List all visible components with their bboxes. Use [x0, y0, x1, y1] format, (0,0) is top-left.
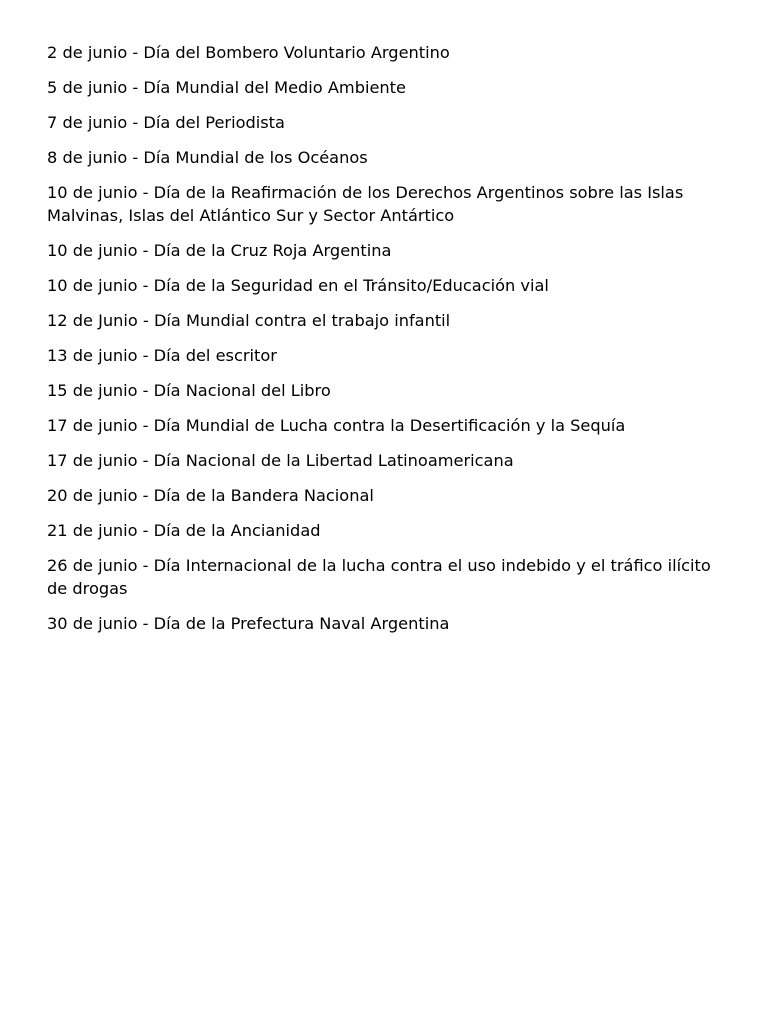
list-item: 8 de junio - Día Mundial de los Océanos	[47, 148, 368, 167]
list-item: 10 de junio - Día de la Seguridad en el Tránsito/Educación vial	[47, 276, 549, 295]
list-item: 21 de junio - Día de la Ancianidad	[47, 521, 321, 540]
list-item: 10 de junio - Día de la Reafirmación de los Derechos Argentinos sobre las Islas Malvinas, Islas del Atlántico Sur y Sector Antártico	[47, 183, 684, 225]
list-item: 26 de junio - Día Internacional de la lucha contra el uso indebido y el tráfico ilícito de drogas	[47, 556, 711, 598]
list-item: 2 de junio - Día del Bombero Voluntario Argentino	[47, 43, 450, 62]
list-item: 17 de junio - Día Mundial de Lucha contra la Desertificación y la Sequía	[47, 416, 626, 435]
list-item: 13 de junio - Día del escritor	[47, 346, 277, 365]
list-item: 20 de junio - Día de la Bandera Nacional	[47, 486, 374, 505]
list-item: 12 de Junio - Día Mundial contra el trabajo infantil	[47, 311, 451, 330]
list-item: 10 de junio - Día de la Cruz Roja Argentina	[47, 241, 392, 260]
list-item: 17 de junio - Día Nacional de la Libertad Latinoamericana	[47, 451, 514, 470]
ephemeris-list	[47, 41, 728, 635]
list-item: 7 de junio - Día del Periodista	[47, 113, 285, 132]
list-item: 15 de junio - Día Nacional del Libro	[47, 381, 331, 400]
list-item: 5 de junio - Día Mundial del Medio Ambiente	[47, 78, 406, 97]
list-item: 30 de junio - Día de la Prefectura Naval Argentina	[47, 614, 450, 633]
